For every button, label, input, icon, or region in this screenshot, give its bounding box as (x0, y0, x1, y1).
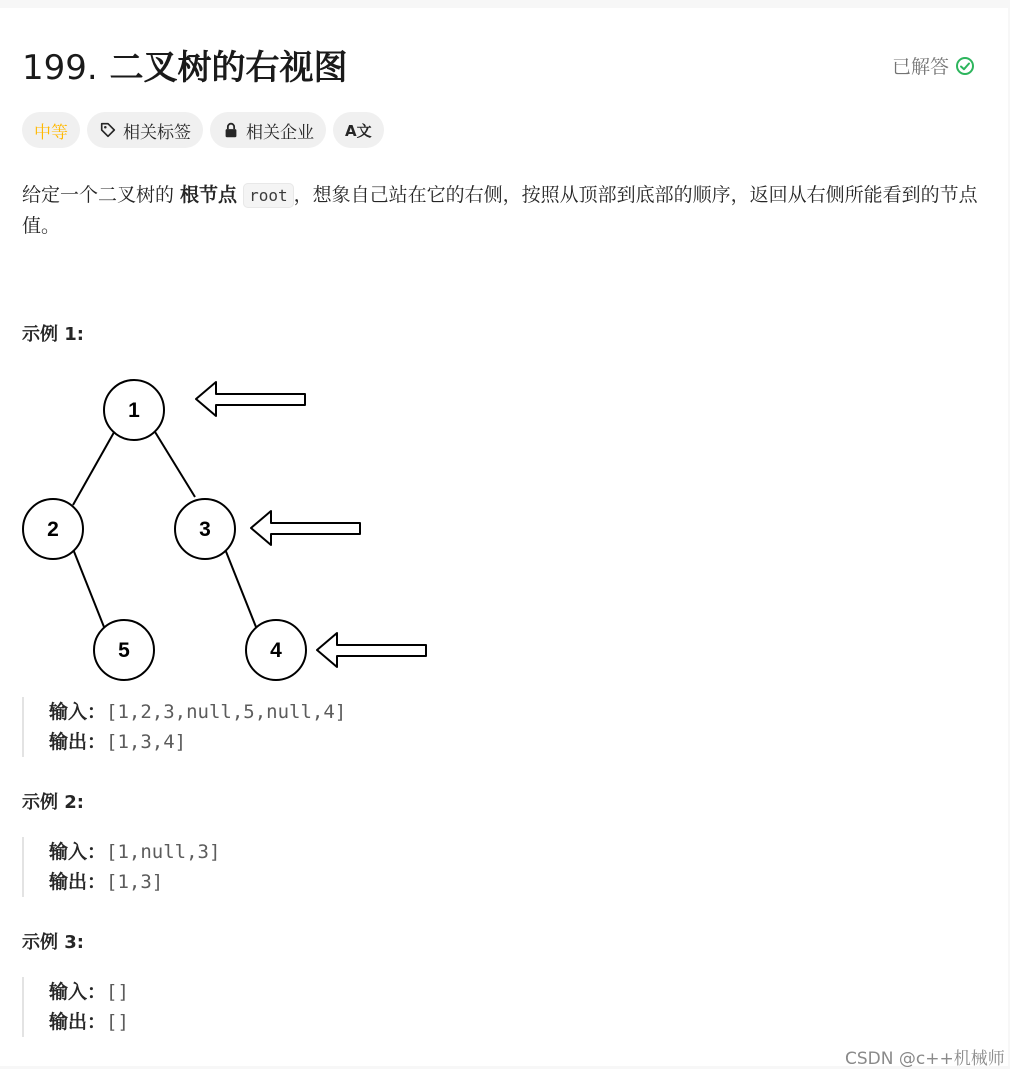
check-circle-icon (955, 56, 975, 76)
problem-number: 199. (22, 48, 98, 88)
related-topics-button[interactable] (87, 112, 203, 148)
lock-icon (222, 121, 240, 139)
description-bold: 根节点 (180, 184, 238, 206)
related-topics-label: 相关标签 (123, 122, 191, 143)
example-1-title: 示例 1: (22, 324, 84, 345)
example-3-title: 示例 3: (22, 932, 84, 953)
tag-icon (99, 121, 117, 139)
inline-code: root (243, 183, 294, 208)
companies-button[interactable] (210, 112, 326, 148)
input-value: [1,null,3] (106, 841, 221, 863)
companies-label: 相关企业 (246, 122, 314, 143)
tree-node-label: 3 (199, 518, 211, 541)
output-value: [] (106, 1011, 129, 1033)
tree-edge (73, 549, 104, 627)
example-2-io (22, 837, 220, 897)
problem-page (0, 8, 1008, 1069)
left-arrow-icon (317, 633, 426, 667)
tree-diagram (0, 370, 440, 682)
solved-label: 已解答 (892, 56, 950, 78)
output-label: 输出： (49, 731, 107, 753)
translate-button[interactable] (333, 112, 384, 148)
description-text: 给定一个二叉树的 (22, 184, 181, 206)
problem-title: 二叉树的右视图 (109, 48, 348, 88)
example-3-io (22, 977, 129, 1037)
tree-edge (73, 427, 117, 505)
tree-edge (225, 549, 256, 627)
difficulty-badge[interactable] (22, 112, 80, 148)
input-label: 输入： (49, 981, 107, 1003)
left-arrow-icon (196, 382, 305, 416)
input-label: 输入： (49, 841, 107, 863)
tree-edge (152, 427, 195, 497)
tree-node-label: 1 (128, 399, 140, 422)
solved-status (892, 52, 975, 79)
tree-node-label: 2 (47, 518, 59, 541)
input-label: 输入： (49, 701, 107, 723)
output-label: 输出： (49, 871, 107, 893)
example-2-title: 示例 2: (22, 792, 84, 813)
input-value: [] (106, 981, 129, 1003)
tree-node-label: 5 (118, 639, 130, 662)
translate-icon: A文 (345, 121, 372, 140)
problem-description (22, 180, 982, 242)
input-value: [1,2,3,null,5,null,4] (106, 701, 347, 723)
tag-bar (22, 112, 384, 148)
example-1-io (22, 697, 346, 757)
output-value: [1,3,4] (106, 731, 187, 753)
watermark: CSDN @c++机械师 (845, 1049, 1005, 1069)
tree-node-label: 4 (270, 639, 282, 662)
output-label: 输出： (49, 1011, 107, 1033)
left-arrow-icon (251, 511, 360, 545)
page-title (22, 46, 348, 90)
output-value: [1,3] (106, 871, 164, 893)
difficulty-label: 中等 (34, 122, 68, 143)
description-text-2: ，想象自己站在它的右侧，按照从顶部到底部的顺序，返回从右侧所能看到的节点值。 (22, 184, 978, 237)
